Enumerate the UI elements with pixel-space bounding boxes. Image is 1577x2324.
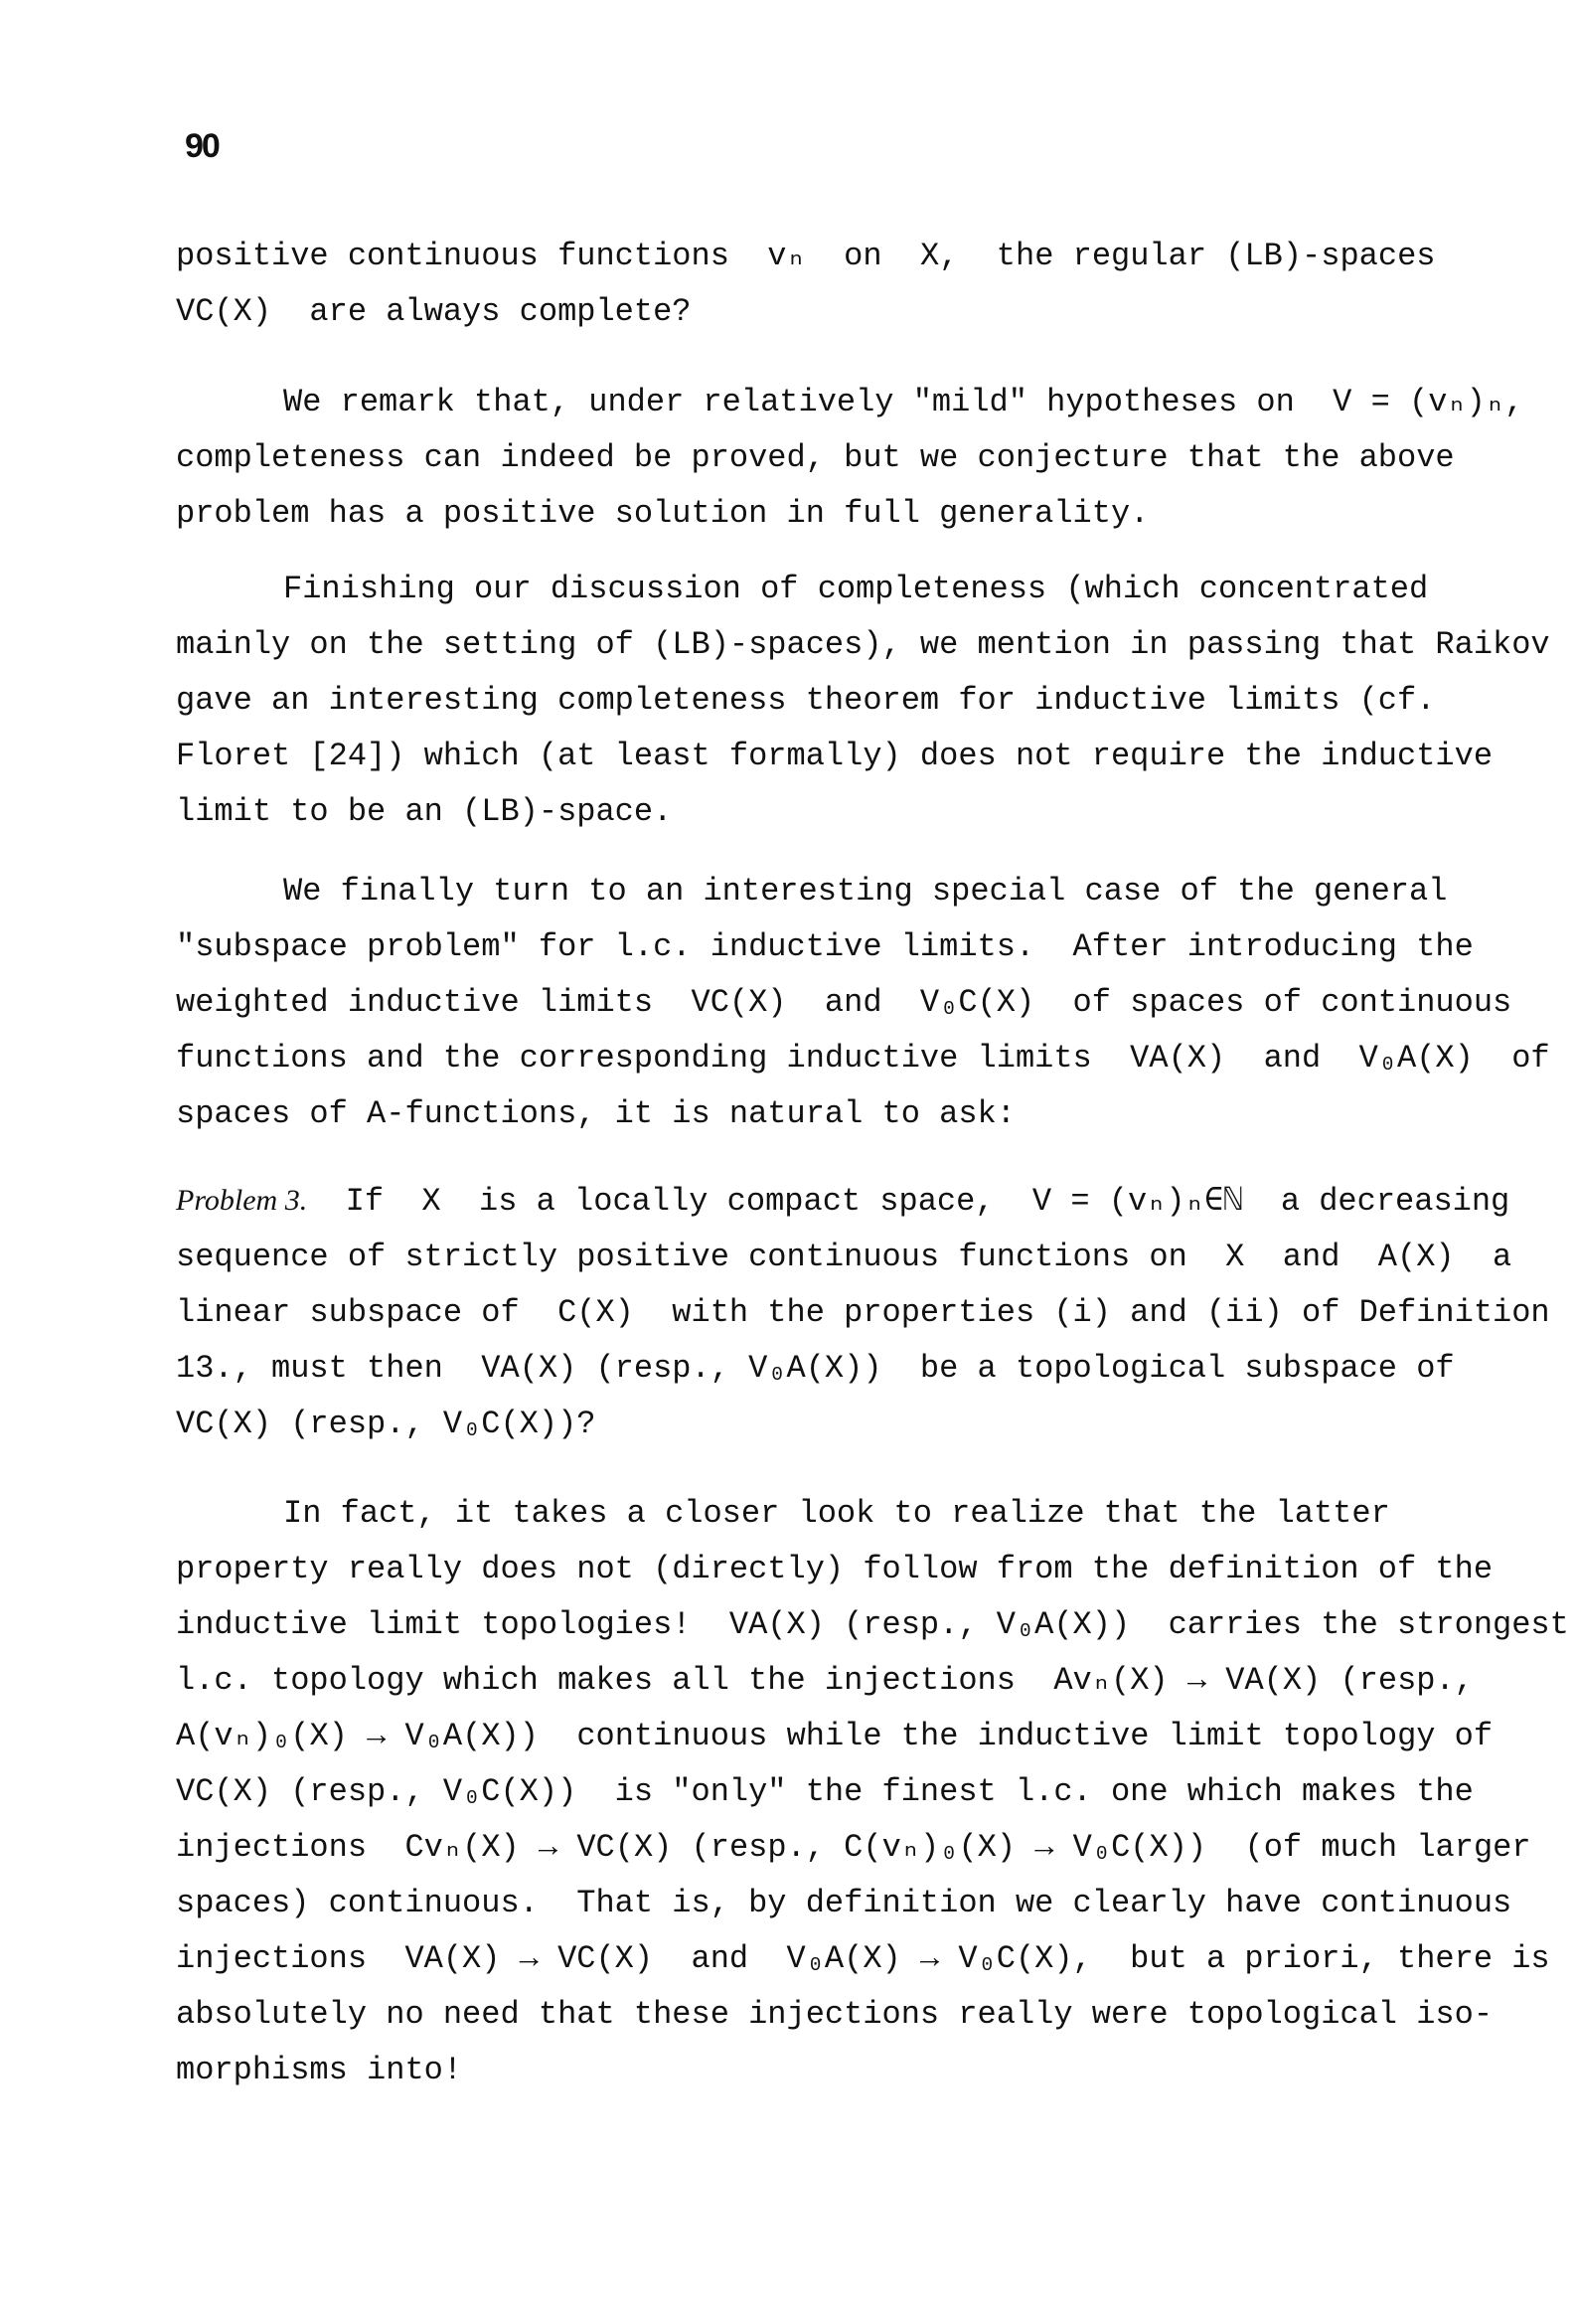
text-line: l.c. topology which makes all the injections Avₙ(X) → VA(X) (resp., — [176, 1662, 1474, 1699]
text-line: sequence of strictly positive continuous functions on X and A(X) a — [176, 1239, 1512, 1275]
text-line: injections Cvₙ(X) → VC(X) (resp., C(vₙ)₀(X) → V₀C(X)) (of much larger — [176, 1829, 1531, 1866]
problem-label: Problem 3. — [176, 1184, 308, 1217]
text-line: morphisms into! — [176, 2052, 463, 2088]
text-line: VC(X) are always complete? — [176, 293, 692, 330]
text-line: Finishing our discussion of completeness (which concentrated — [283, 571, 1429, 607]
text-line: VC(X) (resp., V₀C(X))? — [176, 1406, 596, 1442]
text-line: In fact, it takes a closer look to realize that the latter — [283, 1495, 1390, 1532]
text-line: completeness can indeed be proved, but we conjecture that the above — [176, 439, 1455, 476]
text-line: Problem 3. If X is a locally compact space, V = (vₙ)ₙ∈ℕ a decreasing — [176, 1183, 1510, 1220]
text-line: linear subspace of C(X) with the properties (i) and (ii) of Definition — [176, 1294, 1550, 1331]
paragraph — [176, 562, 1550, 840]
text-line: functions and the corresponding inductive limits VA(X) and V₀A(X) of — [176, 1040, 1550, 1077]
text-line: property really does not (directly) follow from the definition of the — [176, 1551, 1494, 1587]
text-line: problem has a positive solution in full generality. — [176, 495, 1150, 532]
text-line: absolutely no need that these injections really were topological iso- — [176, 1996, 1494, 2033]
paragraph — [176, 1486, 1569, 2098]
text-line: VC(X) (resp., V₀C(X)) is "only" the finest l.c. one which makes the — [176, 1773, 1474, 1810]
text-line: We finally turn to an interesting special case of the general — [283, 873, 1448, 910]
text-line: weighted inductive limits VC(X) and V₀C(X) of spaces of continuous — [176, 984, 1512, 1021]
text-line: Floret [24]) which (at least formally) does not require the inductive — [176, 738, 1494, 774]
text-line: limit to be an (LB)-space. — [176, 793, 673, 830]
text-line: injections VA(X) → VC(X) and V₀A(X) → V₀C(X), but a priori, there is — [176, 1940, 1550, 1977]
problem-statement — [176, 1173, 1550, 1452]
text-line: 13., must then VA(X) (resp., V₀A(X)) be a topological subspace of — [176, 1350, 1455, 1387]
paragraph — [176, 375, 1524, 542]
text-line: We remark that, under relatively "mild" hypotheses on V = (vₙ)ₙ, — [283, 384, 1524, 420]
paragraph — [176, 864, 1550, 1142]
paragraph — [176, 229, 1498, 340]
text-line: "subspace problem" for l.c. inductive limits. After introducing the — [176, 928, 1474, 965]
text-line: positive continuous functions vₙ on X, the regular (LB)-spaces — [176, 238, 1436, 274]
text-line: mainly on the setting of (LB)-spaces), we mention in passing that Raikov — [176, 626, 1550, 663]
text-line: A(vₙ)₀(X) → V₀A(X)) continuous while the inductive limit topology of — [176, 1718, 1494, 1754]
page-number: 90 — [185, 127, 219, 165]
text-line: inductive limit topologies! VA(X) (resp., V₀A(X)) carries the strongest — [176, 1606, 1569, 1643]
text-line: gave an interesting completeness theorem for inductive limits (cf. — [176, 682, 1436, 719]
text-line: spaces) continuous. That is, by definition we clearly have continuous — [176, 1885, 1512, 1921]
text-line: spaces of A-functions, it is natural to ask: — [176, 1095, 1016, 1132]
